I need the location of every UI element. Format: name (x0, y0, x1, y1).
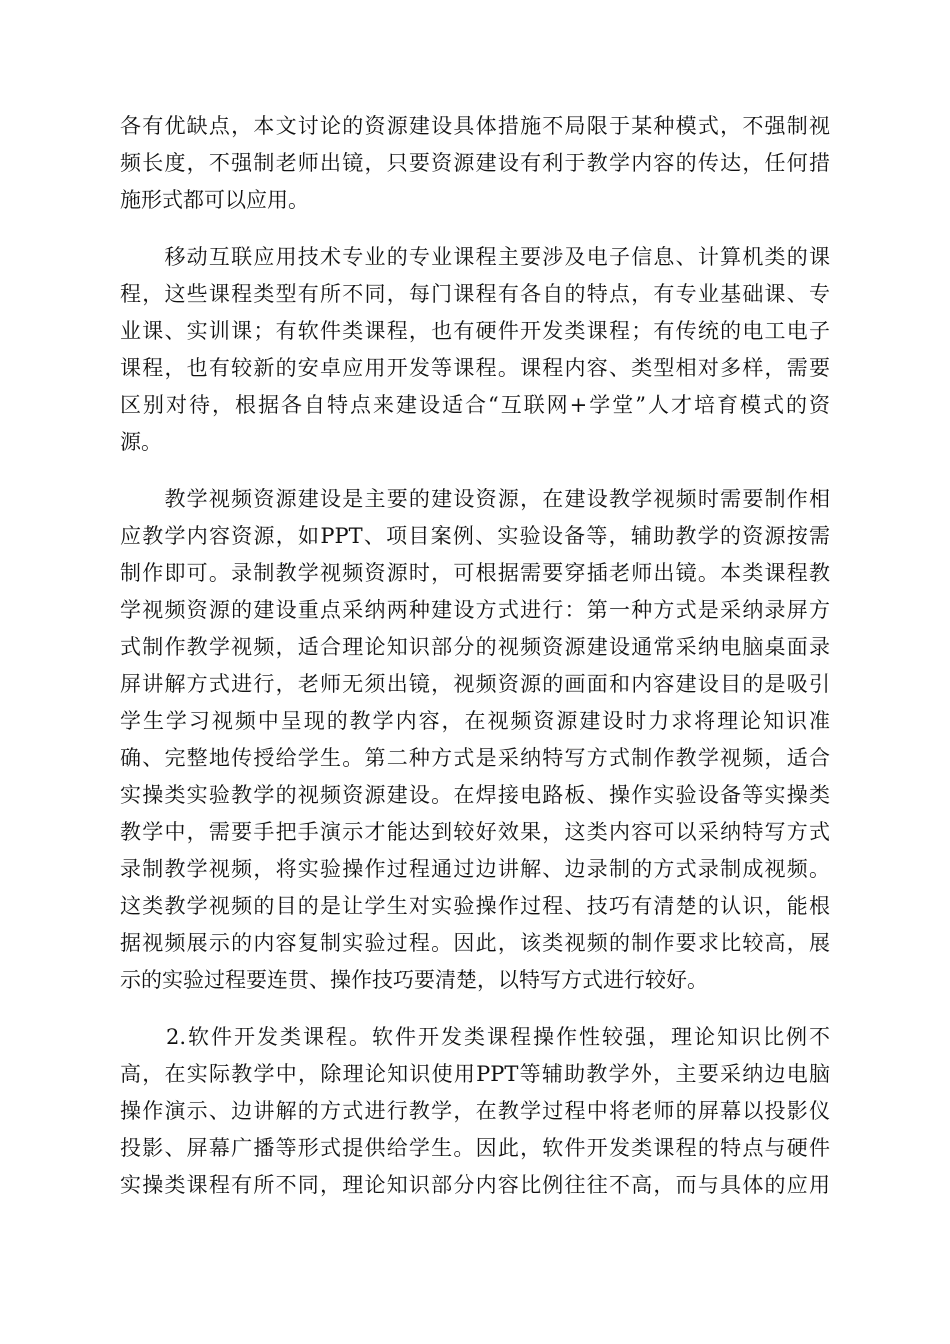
paragraph-3 (120, 481, 830, 999)
text-line: 录制教学视频，将实验操作过程通过边讲解、边录制的方式录制成视频。 (120, 857, 830, 881)
text-line: 业课、实训课；有软件类课程，也有硬件开发类课程；有传统的电工电子 (120, 319, 830, 343)
text-line: 施形式都可以应用。 (120, 188, 309, 212)
text-line: 程，这些课程类型有所不同，每门课程有各自的特点，有专业基础课、专 (120, 282, 830, 306)
paragraph-1 (120, 108, 830, 219)
text-line: 高，在实际教学中，除理论知识使用PPT等辅助教学外，主要采纳边电脑 (120, 1062, 830, 1086)
text-line: 学生学习视频中呈现的教学内容，在视频资源建设时力求将理论知识准 (120, 709, 830, 733)
text-line: 操作演示、边讲解的方式进行教学，在教学过程中将老师的屏幕以投影仪 (120, 1099, 830, 1123)
text-line: 频长度，不强制老师出镜，只要资源建设有利于教学内容的传达，任何措 (120, 151, 830, 175)
text-line: 投影、屏幕广播等形式提供给学生。因此，软件开发类课程的特点与硬件 (120, 1136, 830, 1160)
text-line: 教学中，需要手把手演示才能达到较好效果，这类内容可以采纳特写方式 (120, 820, 830, 844)
text-line: 确、完整地传授给学生。第二种方式是采纳特写方式制作教学视频，适合 (120, 746, 830, 770)
text-line: 应教学内容资源，如PPT、项目案例、实验设备等，辅助教学的资源按需 (120, 524, 830, 548)
text-line: 各有优缺点，本文讨论的资源建设具体措施不局限于某种模式，不强制视 (120, 114, 830, 138)
text-line: 实操类课程有所不同，理论知识部分内容比例往往不高，而与具体的应用 (120, 1173, 830, 1197)
text-line: 课程，也有较新的安卓应用开发等课程。课程内容、类型相对多样，需要 (120, 356, 830, 380)
text-line: 移动互联应用技术专业的专业课程主要涉及电子信息、计算机类的课 (120, 245, 830, 269)
text-line: 区别对待，根据各自特点来建设适合“互联网+学堂”人才培育模式的资 (120, 393, 830, 417)
text-line: 2.软件开发类课程。软件开发类课程操作性较强，理论知识比例不 (120, 1025, 830, 1049)
paragraph-4 (120, 1019, 830, 1204)
text-line: 制作即可。录制教学视频资源时，可根据需要穿插老师出镜。本类课程教 (120, 561, 830, 585)
text-line: 屏讲解方式进行，老师无须出镜，视频资源的画面和内容建设目的是吸引 (120, 672, 830, 696)
document-body (120, 108, 830, 1224)
text-line: 示的实验过程要连贯、操作技巧要清楚，以特写方式进行较好。 (120, 968, 708, 992)
text-line: 源。 (120, 430, 162, 454)
text-line: 式制作教学视频，适合理论知识部分的视频资源建设通常采纳电脑桌面录 (120, 635, 830, 659)
paragraph-2 (120, 239, 830, 461)
text-line: 学视频资源的建设重点采纳两种建设方式进行：第一种方式是采纳录屏方 (120, 598, 830, 622)
text-line: 教学视频资源建设是主要的建设资源，在建设教学视频时需要制作相 (120, 487, 830, 511)
text-line: 实操类实验教学的视频资源建设。在焊接电路板、操作实验设备等实操类 (120, 783, 830, 807)
text-line: 这类教学视频的目的是让学生对实验操作过程、技巧有清楚的认识，能根 (120, 894, 830, 918)
text-line: 据视频展示的内容复制实验过程。因此，该类视频的制作要求比较高，展 (120, 931, 830, 955)
